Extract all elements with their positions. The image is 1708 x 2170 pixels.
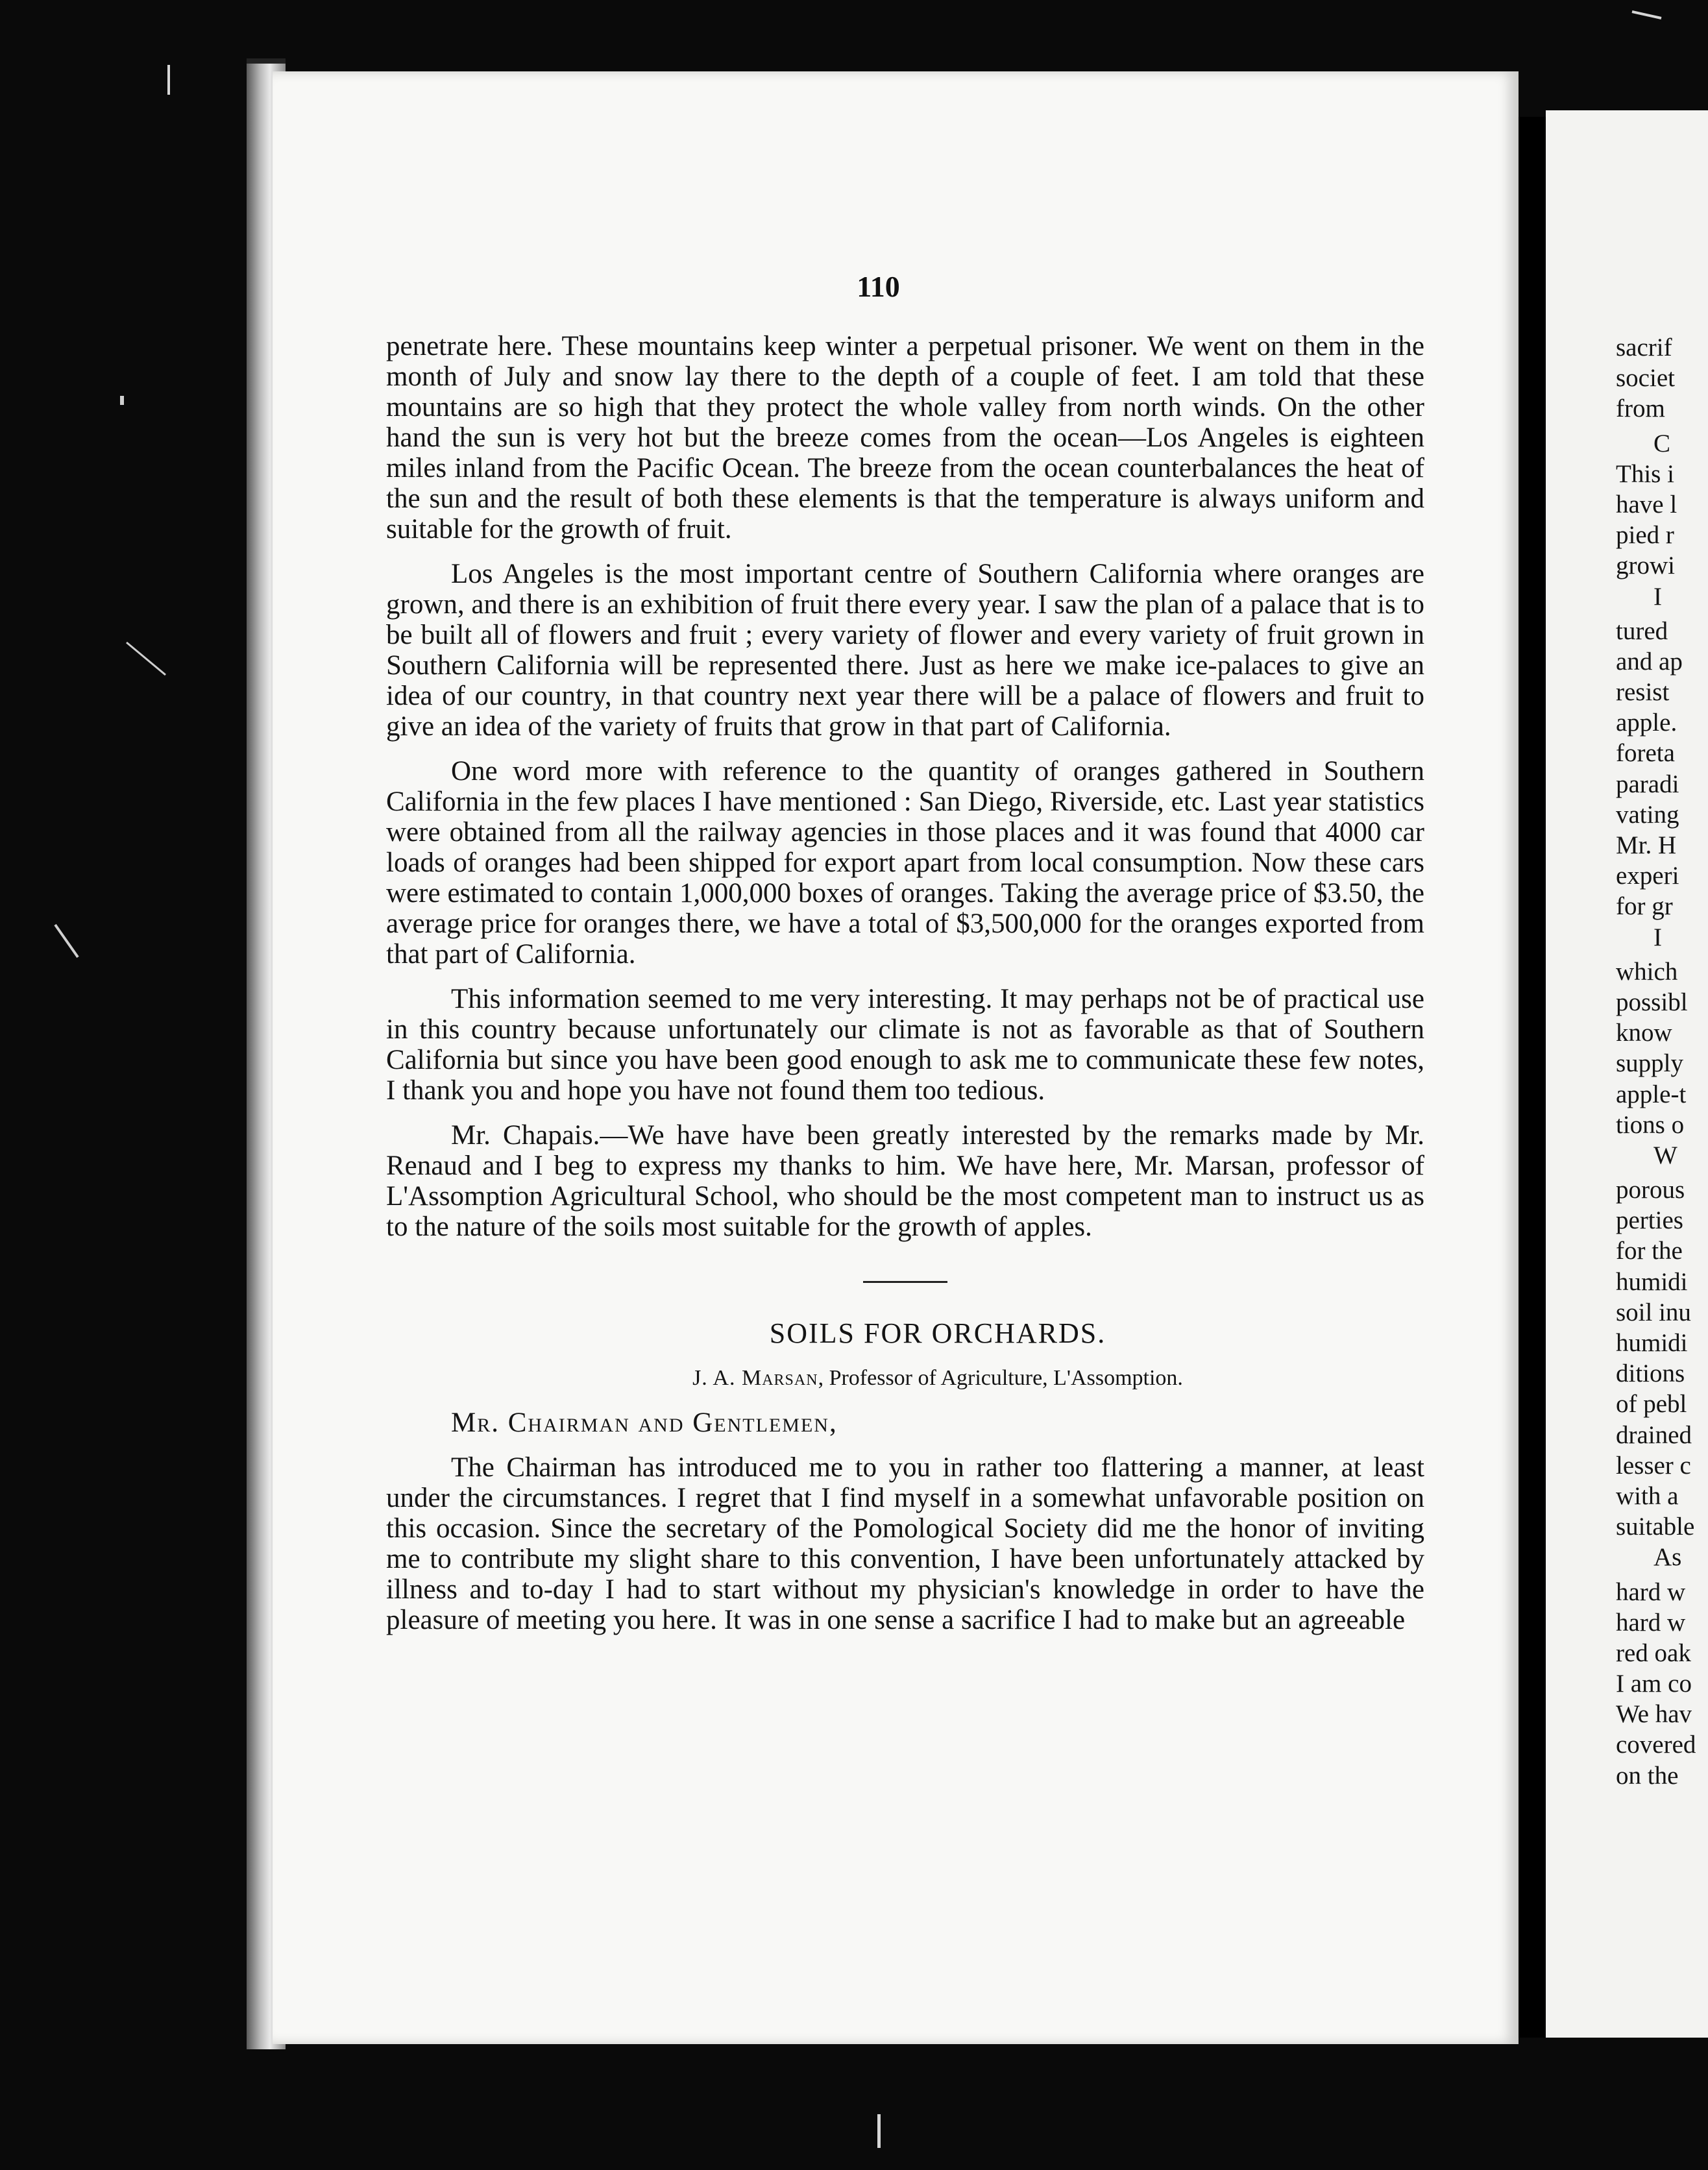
facing-page-line: W	[1653, 1141, 1678, 1169]
facing-page-line: societ	[1616, 364, 1675, 393]
facing-page-line: resist	[1616, 678, 1670, 707]
facing-page-line: lesser c	[1616, 1451, 1691, 1480]
film-scratch	[1632, 12, 1661, 18]
facing-page-line: As	[1653, 1543, 1682, 1572]
section-title: SOILS FOR ORCHARDS.	[769, 1317, 1106, 1349]
paragraph-6: The Chairman has introduced me to you in rather too flattering a manner, at least under the circumstances. I regret that I find myself in a somewhat unfavorable position on this occasion. Since the secretary of the Pomological Society did me the honor of inviting me to contribute my slight share to this convention, I have been unfortunately attacked by illness and to-day I had to start without my physician's knowledge in order to have the pleasure of meeting you here. It was in one sense a sacrifice I had to make but an agreeable	[386, 1452, 1424, 1635]
facing-page-line: apple-t	[1616, 1080, 1687, 1108]
film-scratch	[877, 2114, 881, 2148]
facing-page-line: C	[1653, 429, 1671, 457]
facing-page-line: foreta	[1616, 739, 1675, 768]
facing-page-line: and ap	[1616, 647, 1683, 676]
facing-page-line: humidi	[1616, 1267, 1688, 1296]
paragraph-3: One word more with reference to the quantity of oranges gathered in Southern California in the few places I have mentioned : San Diego, Riverside, etc. Last year statistics were obtained from all the railway agencies in those places and it was found that 4000 car loads of oranges had been shipped for export apart from local consumption. Now these cars were estimated to contain 1,000,000 boxes of oranges. Taking the average price of $3.50, the average price for oranges there, we have a total of $3,500,000 for the oranges exported from that part of California.	[386, 756, 1424, 969]
facing-page-line: have l	[1616, 490, 1678, 518]
paragraph-4: This information seemed to me very interesting. It may perhaps not be of practical use in this country because unfortunately our climate is not as favorable as that of Southern California but since you have been good enough to ask me to communicate these few notes, I thank you and hope you have not found them too tedious.	[386, 984, 1424, 1106]
facing-page-line: for gr	[1616, 892, 1673, 921]
facing-page-line: hard w	[1616, 1608, 1686, 1637]
facing-page-line: I	[1653, 582, 1662, 611]
film-scratch	[55, 925, 78, 957]
facing-page-line: porous	[1616, 1176, 1685, 1204]
facing-page-line: tured	[1616, 616, 1668, 645]
facing-page-line: suitable	[1616, 1513, 1695, 1541]
facing-page-line: apple.	[1616, 709, 1678, 737]
facing-page-line: know	[1616, 1019, 1672, 1047]
facing-page-line: red oak	[1616, 1639, 1691, 1667]
facing-page-line: covered	[1616, 1731, 1696, 1759]
film-speck	[120, 396, 124, 405]
facing-page-line: pied r	[1616, 521, 1674, 550]
facing-page-line: hard w	[1616, 1578, 1686, 1606]
paragraph-1: penetrate here. These mountains keep winter a perpetual prisoner. We went on them in the month of July and snow lay there to the depth of a couple of feet. I am told that these mountains are so high that they protect the whole valley from north winds. On the other hand the sun is very hot but the breeze comes from the ocean—Los Angeles is eighteen miles inland from the Pacific Ocean. The breeze from the ocean counterbalances the heat of the sun and the result of both these elements is that the temperature is always uniform and suitable for the growth of fruit.	[386, 331, 1424, 544]
facing-page-line: possibl	[1616, 988, 1688, 1016]
facing-page-line: supply	[1616, 1049, 1684, 1078]
facing-page-line: vating	[1616, 800, 1679, 829]
byline-author: J. A. Marsan	[692, 1366, 818, 1390]
paragraph-5: Mr. Chapais.—We have have been greatly interested by the remarks made by Mr. Renaud and I beg to express my thanks to him. We have here, Mr. Marsan, professor of L'Assomption Agricultural School, who should be the most competent man to instruct us as to the nature of the soils most suitable for the growth of apples.	[386, 1120, 1424, 1242]
facing-page-line: I	[1653, 923, 1662, 951]
facing-page-line: soil inu	[1616, 1298, 1691, 1326]
facing-page-line: of pebl	[1616, 1390, 1687, 1419]
facing-page-line: from	[1616, 395, 1665, 423]
facing-page-line: with a	[1616, 1481, 1679, 1510]
facing-page-line: ditions	[1616, 1359, 1685, 1388]
facing-page-line: paradi	[1616, 770, 1679, 798]
facing-page-line: for the	[1616, 1237, 1683, 1265]
facing-page-line: humidi	[1616, 1329, 1688, 1357]
film-scratch	[127, 642, 165, 675]
page-number: 110	[857, 270, 900, 303]
facing-page-line: growi	[1616, 552, 1675, 580]
facing-page-line: which	[1616, 957, 1678, 986]
facing-page-line: on the	[1616, 1761, 1679, 1790]
facing-page-line: sacrif	[1616, 334, 1672, 361]
facing-page-line: We hav	[1616, 1700, 1692, 1729]
byline-affiliation: , Professor of Agriculture, L'Assomption.	[818, 1366, 1183, 1390]
facing-page-line: perties	[1616, 1206, 1683, 1235]
facing-page-line: This i	[1616, 459, 1674, 488]
facing-page-line: I am co	[1616, 1670, 1692, 1698]
film-scratch	[167, 65, 170, 95]
paragraph-2: Los Angeles is the most important centre of Southern California where oranges are grown, and there is an exhibition of fruit there every year. I saw the plan of a palace that is to be built all of flowers and fruit ; every variety of flower and every variety of fruit grown in Southern California will be represented there. Just as here we make ice-palaces to give an idea of our country, in that country next year there will be a palace of flowers and fruit to give an idea of the variety of fruits that grow in that part of California.	[386, 559, 1424, 742]
facing-page-line: Mr. H	[1616, 831, 1677, 859]
salutation: Mr. Chairman and Gentlemen,	[451, 1408, 838, 1438]
facing-page-line: tions o	[1616, 1110, 1685, 1139]
facing-page-line: drained	[1616, 1420, 1692, 1449]
facing-page-line: experi	[1616, 862, 1679, 890]
